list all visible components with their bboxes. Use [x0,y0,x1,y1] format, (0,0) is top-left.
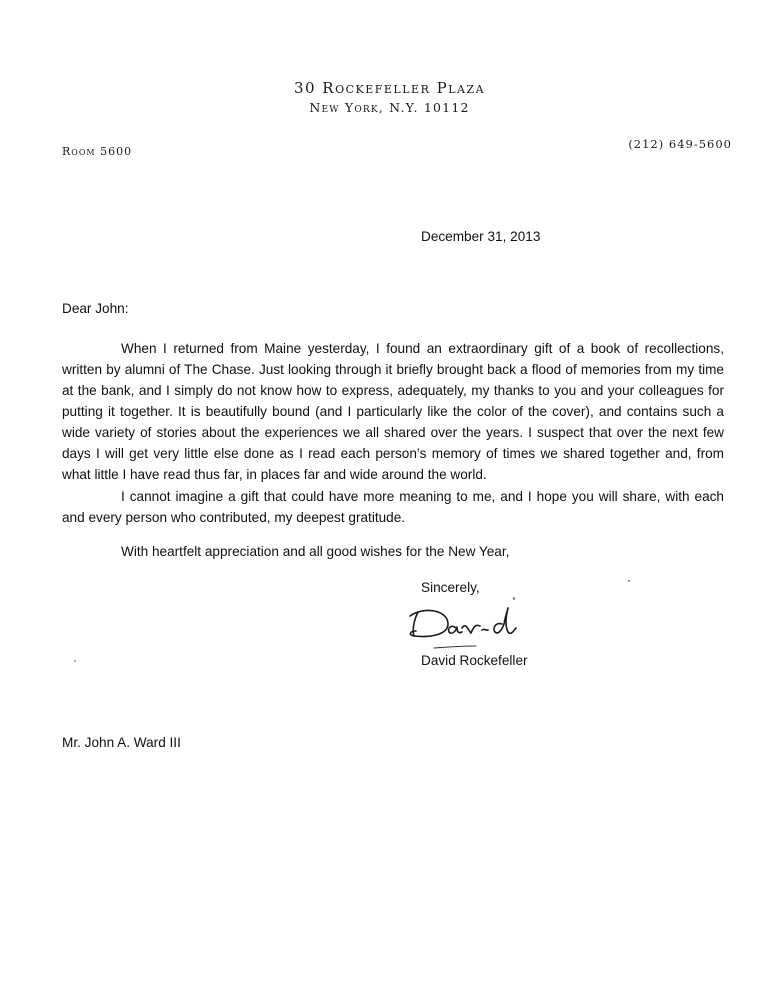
signer-name: David Rockefeller [421,653,528,668]
letter-paragraph: I cannot imagine a gift that could have more meaning to me, and I hope you will share, with each and every person who contributed, my deepest gratitude. [62,489,724,525]
paper-speck [513,597,515,600]
letterhead-phone: (212) 649-5600 [628,137,732,151]
letter-closing: Sincerely, [421,580,480,595]
letter-paragraph: With heartfelt appreciation and all good wishes for the New Year, [121,544,510,559]
handwritten-signature [404,600,534,652]
letter-paragraph: When I returned from Maine yesterday, I found an extraordinary gift of a book of recollections, written by alumni of The Chase. Just looking through it briefly brought back a flood of memories from my time at the bank, and I simply do not know how to express, adequately, my thanks to you and your colleagues for putting it together. It is beautifully bound (and I particularly like the color of the cover), and contains such a wide variety of stories about the experiences we all shared over the years. I suspect that over the next few days I will get very little else done as I read each person’s memory of times we shared together and, from what little I have read thus far, in places far and wide around the world. [62,341,724,482]
recipient-name: Mr. John A. Ward III [62,735,181,750]
letterhead-room: Room 5600 [62,145,133,158]
letter-date: December 31, 2013 [421,229,541,244]
letterhead-address-line1: 30 Rockefeller Plaza [293,79,486,97]
paper-speck [628,580,630,582]
paper-speck [74,660,76,662]
letter-salutation: Dear John: [62,301,129,316]
letterhead-address-line2: New York, N.Y. 10112 [309,100,470,115]
